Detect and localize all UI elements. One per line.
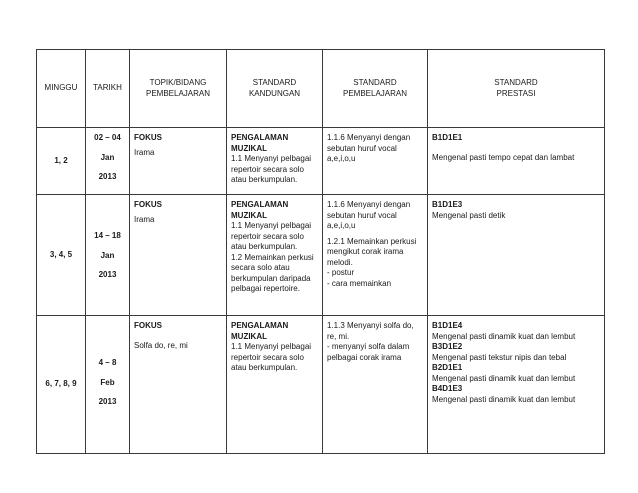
header-prestasi: STANDARD PRESTASI — [428, 50, 605, 128]
tarikh-cell: 14 – 18 Jan 2013 — [86, 195, 130, 316]
header-tarikh: TARIKH — [86, 50, 130, 128]
kandungan-cell: PENGALAMAN MUZIKAL 1.1 Menyanyi pelbagai repertoir secara solo atau berkumpulan. 1.2 Memainkan perkusi secara solo atau berkumpulan daripada pelbagai repertoire. — [227, 195, 323, 316]
tarikh-cell: 02 – 04 Jan 2013 — [86, 128, 130, 195]
table-row — [37, 195, 605, 316]
table-row — [37, 128, 605, 195]
minggu-cell: 1, 2 — [37, 128, 86, 195]
pembelajaran-cell: 1.1.6 Menyanyi dengan sebutan huruf vocal a,e,i,o,u 1.2.1 Memainkan perkusi mengikut corak irama melodi. - postur - cara memainkan — [323, 195, 428, 316]
minggu-cell: 6, 7, 8, 9 — [37, 316, 86, 454]
table-row — [37, 316, 605, 454]
header-kandungan: STANDARD KANDUNGAN — [227, 50, 323, 128]
topik-cell: FOKUS Irama — [130, 195, 227, 316]
tarikh-cell: 4 – 8 Feb 2013 — [86, 316, 130, 454]
header-topik: TOPIK/BIDANG PEMBELAJARAN — [130, 50, 227, 128]
kandungan-cell: PENGALAMAN MUZIKAL 1.1 Menyanyi pelbagai repertoir secara solo atau berkumpulan. — [227, 128, 323, 195]
prestasi-cell: B1D1E3 Mengenal pasti detik — [428, 195, 605, 316]
pembelajaran-cell: 1.1.6 Menyanyi dengan sebutan huruf vocal a,e,i,o,u — [323, 128, 428, 195]
pembelajaran-cell: 1.1.3 Menyanyi solfa do, re, mi. - menyanyi solfa dalam pelbagai corak irama — [323, 316, 428, 454]
prestasi-cell: B1D1E4 Mengenal pasti dinamik kuat dan lembut B3D1E2 Mengenal pasti tekstur nipis dan tebal B2D1E1 Mengenal pasti dinamik kuat dan lembut B4D1E3 Mengenal pasti dinamik kuat dan lembut — [428, 316, 605, 454]
kandungan-cell: PENGALAMAN MUZIKAL 1.1 Menyanyi pelbagai repertoir secara solo atau berkumpulan. — [227, 316, 323, 454]
header-pembelajaran: STANDARD PEMBELAJARAN — [323, 50, 428, 128]
topik-cell: FOKUS Solfa do, re, mi — [130, 316, 227, 454]
prestasi-cell: B1D1E1 Mengenal pasti tempo cepat dan lambat — [428, 128, 605, 195]
header-minggu: MINGGU — [37, 50, 86, 128]
minggu-cell: 3, 4, 5 — [37, 195, 86, 316]
header-row — [37, 50, 605, 128]
lesson-plan-table — [36, 49, 605, 454]
topik-cell: FOKUS Irama — [130, 128, 227, 195]
